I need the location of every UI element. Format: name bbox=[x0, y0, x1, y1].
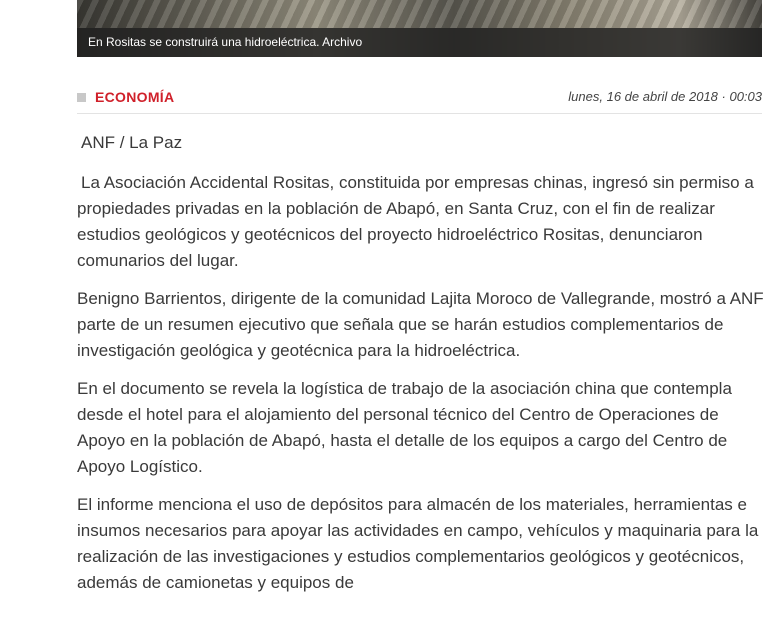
article-dateline: ANF / La Paz bbox=[81, 133, 183, 152]
article-paragraph-3: En el documento se revela la logística de trabajo de la asociación china que contempla desde el hotel para el alojamiento del personal técnico del Centro de Operaciones de Apoyo en la población de Abapó, hasta el detalle de los equipos a cargo del Centro de Apoyo Logístico. bbox=[77, 379, 732, 476]
article-photo bbox=[77, 0, 762, 57]
article-paragraph-2: Benigno Barrientos, dirigente de la comunidad Lajita Moroco de Vallegrande, mostró a ANF parte de un resumen ejecutivo que señala que se harán estudios complementarios de investigación geológica y geotécnica para la hidroeléctrica. bbox=[77, 289, 764, 360]
article-meta bbox=[77, 83, 762, 114]
section-square-icon bbox=[77, 93, 86, 102]
publish-date: lunes, 16 de abril de 2018 · 00:03 bbox=[568, 89, 762, 104]
section-link-economia[interactable]: ECONOMÍA bbox=[95, 89, 175, 105]
article-body bbox=[77, 130, 767, 608]
article-paragraph-4: El informe menciona el uso de depósitos para almacén de los materiales, herramientas e insumos necesarios para apoyar las actividades en campo, vehículos y maquinaria para la realización de las investigaciones y estudios complementarios geológicos y geotécnicos, además de camionetas y equipos de bbox=[77, 495, 759, 592]
photo-caption: En Rositas se construirá una hidroeléctrica. Archivo bbox=[88, 35, 363, 49]
article-paragraph-1: La Asociación Accidental Rositas, constituida por empresas chinas, ingresó sin permiso a propiedades privadas en la población de Abapó, en Santa Cruz, con el fin de realizar estudios geológicos y geotécnicos del proyecto hidroeléctrico Rositas, denunciaron comunarios del lugar. bbox=[77, 173, 754, 270]
photo-image bbox=[77, 0, 762, 28]
